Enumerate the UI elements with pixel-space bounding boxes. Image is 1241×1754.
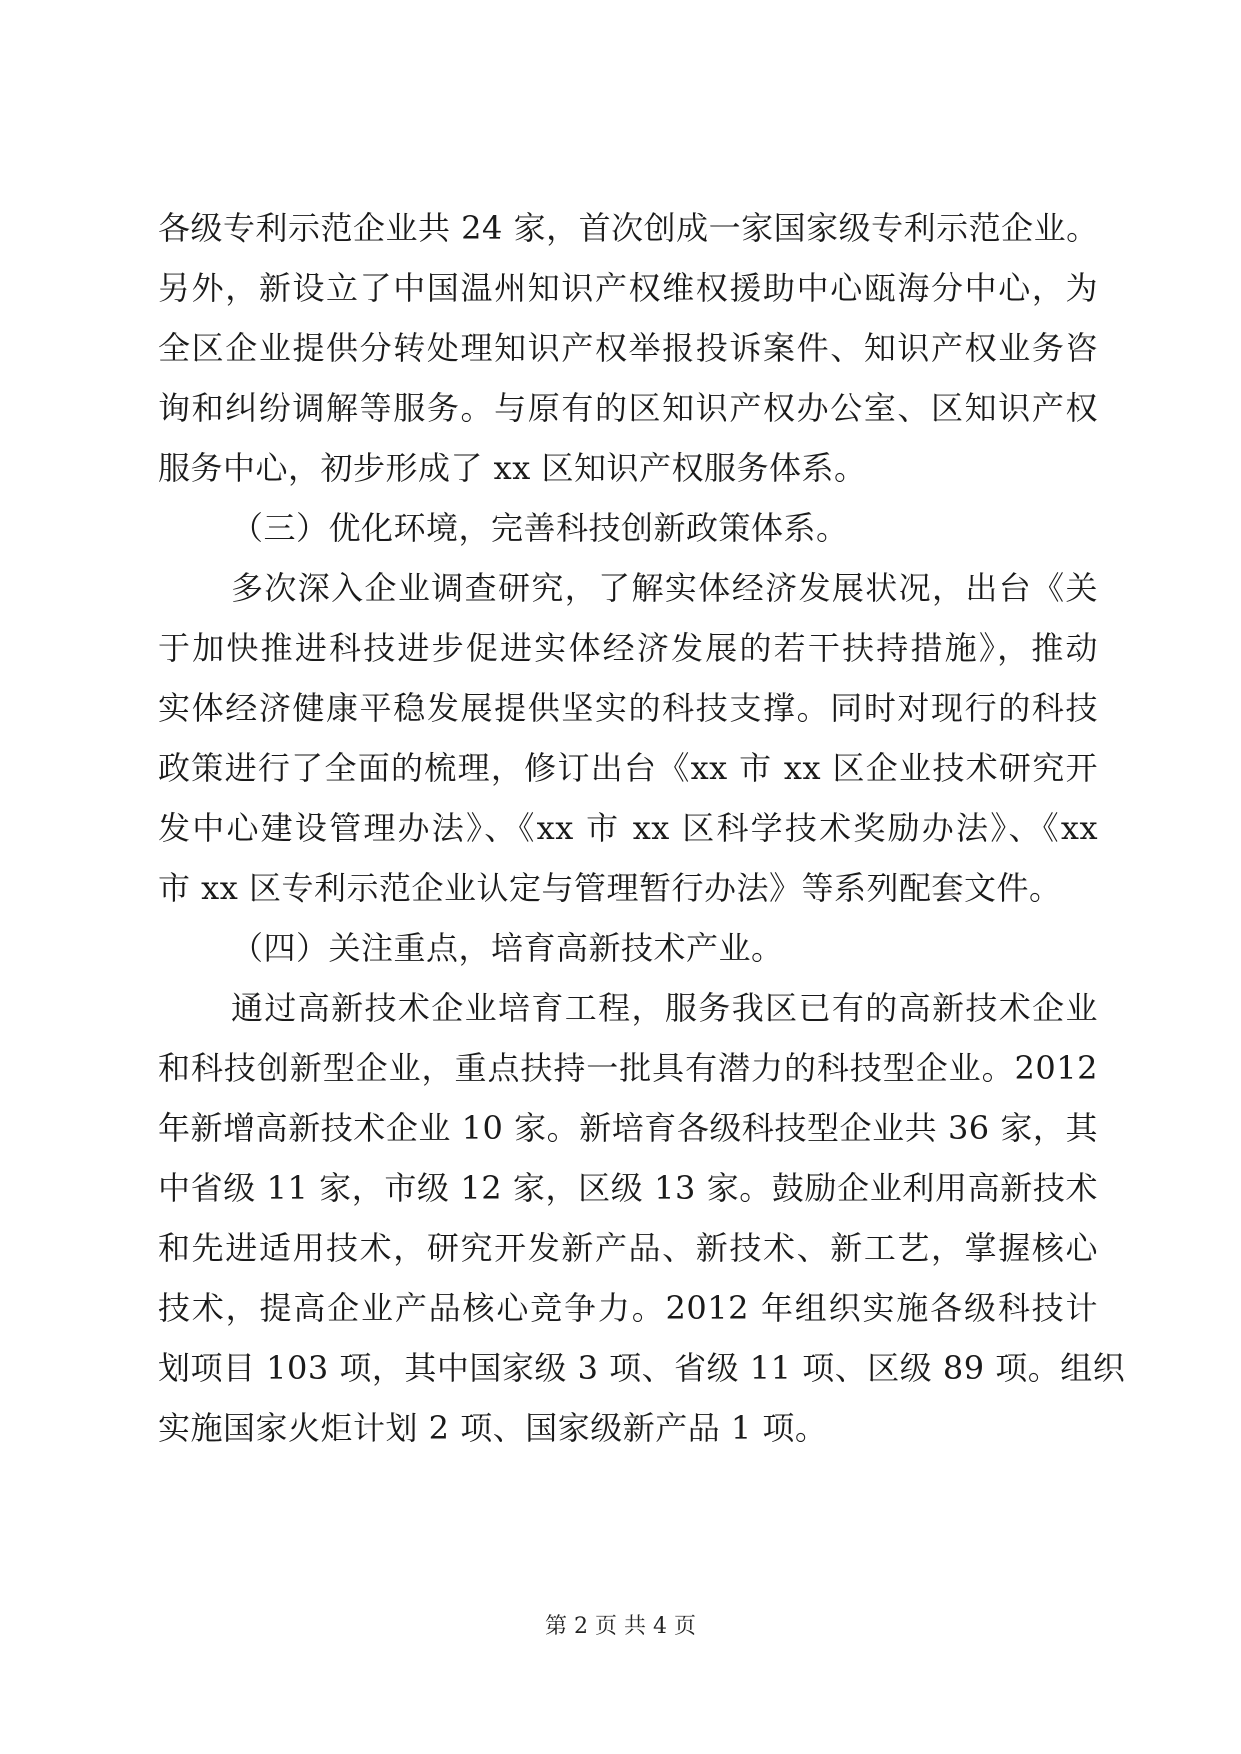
- body-line: 另外，新设立了中国温州知识产权维权援助中心瓯海分中心，为: [158, 269, 1098, 307]
- body-line: 划项目 103 项，其中国家级 3 项、省级 11 项、区级 89 项。组织: [158, 1349, 1126, 1387]
- section-heading: （三）优化环境，完善科技创新政策体系。: [231, 509, 849, 547]
- section-heading: （四）关注重点，培育高新技术产业。: [231, 929, 784, 967]
- body-line: 和科技创新型企业，重点扶持一批具有潜力的科技型企业。2012: [158, 1049, 1098, 1087]
- body-line: 通过高新技术企业培育工程，服务我区已有的高新技术企业: [231, 989, 1098, 1027]
- body-line: 市 xx 区专利示范企业认定与管理暂行办法》等系列配套文件。: [158, 869, 1062, 907]
- body-line: 技术，提高企业产品核心竞争力。2012 年组织实施各级科技计: [158, 1289, 1098, 1327]
- body-line: 发中心建设管理办法》、《xx 市 xx 区科学技术奖励办法》、《xx: [158, 809, 1098, 847]
- body-line: 实体经济健康平稳发展提供坚实的科技支撑。同时对现行的科技: [158, 689, 1098, 727]
- body-line: 询和纠纷调解等服务。与原有的区知识产权办公室、区知识产权: [158, 389, 1098, 427]
- body-line: 实施国家火炬计划 2 项、国家级新产品 1 项。: [158, 1409, 828, 1447]
- body-line: 年新增高新技术企业 10 家。新培育各级科技型企业共 36 家，其: [158, 1109, 1098, 1147]
- body-line: 于加快推进科技进步促进实体经济发展的若干扶持措施》，推动: [158, 629, 1098, 667]
- body-line: 政策进行了全面的梳理，修订出台《xx 市 xx 区企业技术研究开: [158, 749, 1098, 787]
- body-line: 各级专利示范企业共 24 家，首次创成一家国家级专利示范企业。: [158, 209, 1099, 247]
- body-line: 多次深入企业调查研究，了解实体经济发展状况，出台《关: [231, 569, 1098, 607]
- body-line: 中省级 11 家，市级 12 家，区级 13 家。鼓励企业利用高新技术: [158, 1169, 1098, 1207]
- body-line: 服务中心，初步形成了 xx 区知识产权服务体系。: [158, 449, 867, 487]
- body-line: 和先进适用技术，研究开发新产品、新技术、新工艺，掌握核心: [158, 1229, 1098, 1267]
- page-number-footer: 第 2 页 共 4 页: [545, 1614, 696, 1639]
- body-line: 全区企业提供分转处理知识产权举报投诉案件、知识产权业务咨: [158, 329, 1098, 367]
